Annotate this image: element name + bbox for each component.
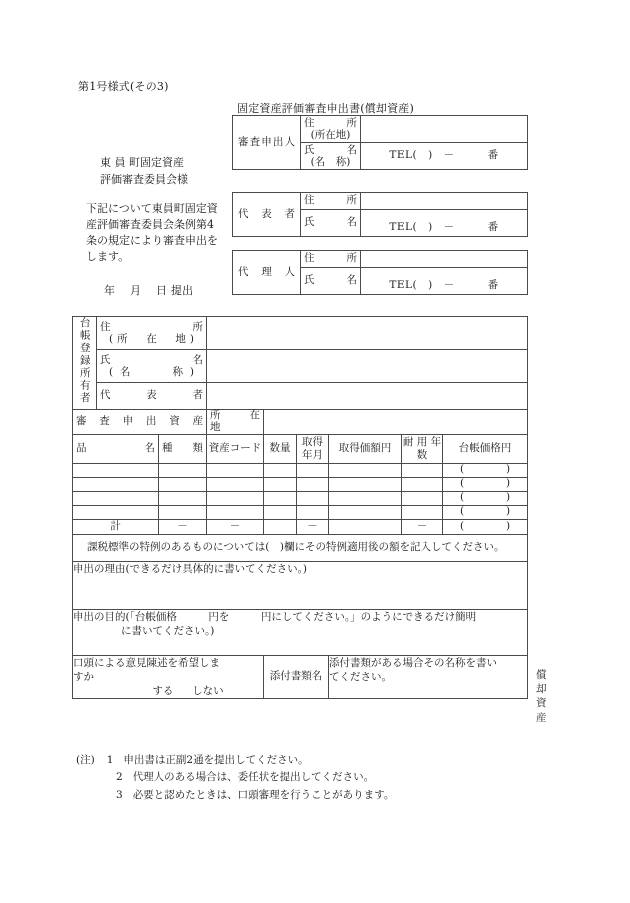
- asset-col-name: [73, 434, 159, 463]
- asset-col-kind: [159, 434, 207, 463]
- representative-address-label-text: 住 所: [304, 194, 357, 207]
- footnote-row-2: [76, 769, 394, 786]
- representative-address-label: [301, 193, 361, 210]
- reason-label: 申出の理由(できるだけ具体的に書いてください。): [73, 562, 307, 575]
- attachment-instruction-line1: 添付書類がある場合その名称を書い: [329, 656, 498, 669]
- footnote-number-1: 1: [106, 754, 114, 766]
- representative-tel-text: TEL( ) － 番: [389, 221, 499, 234]
- reason-section[interactable]: [73, 561, 528, 609]
- oral-statement-row: [73, 655, 528, 699]
- footnote-text-3: 必要と認めたときは、口頭審理を行うことがあります。: [132, 788, 395, 801]
- owner-representative-label: [97, 383, 207, 410]
- owner-name-label-sub: (名 称): [109, 366, 195, 378]
- asset-total-row: [73, 519, 528, 534]
- table-row: [73, 505, 528, 519]
- owner-address-label-main: 住 所: [100, 320, 204, 333]
- table-row: [233, 193, 528, 210]
- attachment-name-label: [264, 655, 329, 699]
- applicant-table: [232, 115, 528, 170]
- applicant-tel-field[interactable]: [361, 143, 528, 170]
- applicant-address-label: [301, 116, 361, 143]
- purpose-label-line2: に書いてください。): [121, 624, 215, 637]
- attachment-instruction-line2: てください。: [329, 670, 393, 683]
- asset-cell-acq-date[interactable]: [297, 477, 329, 491]
- asset-cell-kind[interactable]: [159, 463, 207, 477]
- asset-table-header-row: [73, 434, 528, 463]
- representative-name-label-text: 氏 名: [304, 216, 357, 229]
- footnote-row-3: [76, 787, 394, 804]
- table-row: [73, 350, 528, 383]
- applicant-name-label: [301, 143, 361, 170]
- agent-row-label: [233, 251, 301, 295]
- asset-col-acq-date-line1: 取得: [302, 436, 324, 449]
- agent-name-label: [301, 268, 361, 295]
- footnote-number-2: 2: [116, 771, 123, 784]
- purpose-section[interactable]: [73, 609, 528, 655]
- asset-cell-book-value[interactable]: ( ): [443, 505, 528, 519]
- addressee-line-1: 東 員 町固定資産: [100, 156, 184, 169]
- asset-cell-name[interactable]: [73, 505, 159, 519]
- attachment-instruction[interactable]: [329, 655, 528, 699]
- asset-col-kind-text: 種 類: [162, 441, 204, 454]
- asset-cell-name[interactable]: [73, 477, 159, 491]
- representative-name-label: [301, 210, 361, 237]
- footnote-text-2: 代理人のある場合は、委任状を提出してください。: [132, 771, 375, 784]
- footnote-row-1: [76, 752, 394, 769]
- table-row: [233, 116, 528, 143]
- asset-cell-code[interactable]: [207, 505, 264, 519]
- asset-col-code: [207, 434, 264, 463]
- asset-col-acq-price: [329, 434, 402, 463]
- special-exception-note: [73, 534, 528, 561]
- table-row: [73, 491, 528, 505]
- table-row: [73, 463, 528, 477]
- document-title: 固定資産評価審査申出書(償却資産): [237, 102, 414, 115]
- asset-cell-qty[interactable]: [264, 477, 297, 491]
- owner-address-label: [97, 317, 207, 350]
- asset-cell-acq-date[interactable]: [297, 463, 329, 477]
- asset-cell-book-value[interactable]: ( ): [443, 463, 528, 477]
- agent-tel-field[interactable]: [361, 268, 528, 295]
- asset-location-label-text: 所 在 地: [210, 409, 271, 433]
- asset-cell-name[interactable]: [73, 463, 159, 477]
- addressee-block: [100, 155, 188, 188]
- asset-col-book-value: [443, 434, 528, 463]
- representative-table: [232, 192, 528, 237]
- special-exception-note-text: 課税標準の特例のあるものについては( )欄にその特例適用後の額を記入してください。: [87, 541, 505, 554]
- table-row: [73, 609, 528, 655]
- statement-paragraph: 下記について東員町固定資産評価審査委員会条例第4条の規定により審査申出をします。: [86, 202, 218, 263]
- asset-location-label: [207, 409, 271, 435]
- agent-address-label: [301, 251, 361, 268]
- asset-col-qty-text: 数量: [269, 441, 291, 454]
- applicant-row-label: [233, 116, 301, 170]
- table-row: [73, 477, 528, 491]
- owner-vertical-label: [73, 317, 97, 410]
- main-form-table: [72, 316, 528, 699]
- table-row: [73, 561, 528, 609]
- applicant-name-label-main: 氏 名: [304, 143, 357, 156]
- representative-address-value[interactable]: [361, 193, 528, 210]
- applicant-address-label-sub: (所在地): [310, 129, 351, 141]
- asset-cell-acq-price[interactable]: [329, 463, 402, 477]
- asset-col-name-text: 品 名: [76, 441, 155, 454]
- agent-address-value[interactable]: [361, 251, 528, 268]
- side-label-char-4: 産: [536, 711, 547, 724]
- purpose-label-line1: 申出の目的(「台帳価格 円を 円にしてください。」のようにできるだけ簡明: [73, 610, 477, 623]
- representative-row-label: [233, 193, 301, 237]
- asset-cell-kind[interactable]: [159, 505, 207, 519]
- attachment-name-label-text: 添付書類名: [269, 669, 323, 682]
- asset-cell-qty[interactable]: [264, 505, 297, 519]
- owner-address-value[interactable]: [207, 317, 528, 350]
- asset-cell-acq-date[interactable]: [297, 505, 329, 519]
- asset-cell-acq-price[interactable]: [329, 477, 402, 491]
- representative-tel-field[interactable]: [361, 210, 528, 237]
- oral-statement-question: [73, 655, 264, 699]
- applicant-address-value[interactable]: [361, 116, 528, 143]
- table-row: [73, 383, 528, 410]
- applicant-name-label-sub: (名 称): [310, 156, 351, 168]
- asset-location-value[interactable]: [264, 410, 528, 435]
- oral-question-line1: 口頭による意見陳述を希望しま: [73, 656, 220, 669]
- asset-cell-book-value[interactable]: ( ): [443, 477, 528, 491]
- applicant-row-label-text: 審査申出人: [238, 135, 295, 148]
- asset-total-qty[interactable]: [264, 519, 297, 534]
- asset-total-acq-date: －: [297, 519, 329, 534]
- applicant-address-label-main: 住 所: [304, 116, 357, 129]
- side-label-char-2: 却: [536, 683, 547, 696]
- asset-subject-label: [73, 410, 207, 435]
- asset-col-acq-date: [297, 434, 329, 463]
- asset-col-book-value-text: 台帳価格円: [458, 441, 512, 454]
- oral-options: [73, 684, 263, 698]
- asset-cell-qty[interactable]: [264, 463, 297, 477]
- table-row: [233, 251, 528, 268]
- side-label-char-1: 償: [536, 669, 547, 681]
- asset-cell-kind[interactable]: [159, 491, 207, 505]
- asset-col-acq-price-text: 取得価額円: [338, 441, 392, 454]
- table-row: [73, 317, 528, 350]
- agent-address-label-text: 住 所: [304, 252, 357, 265]
- asset-total-life: －: [402, 519, 443, 534]
- asset-cell-acq-date[interactable]: [297, 491, 329, 505]
- asset-cell-qty[interactable]: [264, 491, 297, 505]
- oral-option-no[interactable]: しない: [192, 684, 224, 697]
- asset-cell-life[interactable]: [402, 477, 443, 491]
- submission-date-line: 年 月 日 提出: [104, 284, 194, 297]
- asset-col-acq-date-line2: 年月: [302, 448, 324, 461]
- applicant-tel-text: TEL( ) － 番: [389, 149, 499, 162]
- asset-cell-acq-price[interactable]: [329, 505, 402, 519]
- oral-question-line2: すか: [73, 670, 94, 683]
- asset-cell-code[interactable]: [207, 463, 264, 477]
- agent-table: [232, 250, 528, 295]
- asset-cell-kind[interactable]: [159, 477, 207, 491]
- owner-representative-label-text: 代 表 者: [100, 389, 204, 402]
- asset-cell-life[interactable]: [402, 505, 443, 519]
- agent-tel-text: TEL( ) － 番: [389, 279, 499, 292]
- asset-col-life: [402, 434, 452, 463]
- footnote-text-1: 申出書は正副2通を提出してください。: [123, 754, 309, 766]
- asset-cell-life[interactable]: [402, 463, 443, 477]
- owner-address-label-sub: (所 在 地): [109, 333, 195, 345]
- owner-name-value[interactable]: [207, 350, 528, 383]
- addressee-line-2: 評価審査委員会様: [100, 172, 188, 186]
- asset-total-kind: －: [159, 519, 207, 534]
- asset-col-life-line2: 年 数: [416, 436, 452, 461]
- representative-row-label-text: 代 表 者: [238, 207, 295, 220]
- asset-total-book-value[interactable]: ( ): [443, 519, 528, 534]
- asset-col-life-line1: 耐 用: [402, 436, 428, 449]
- form-number-label: 第1号様式(その3): [78, 80, 169, 93]
- owner-name-label: [97, 350, 207, 383]
- asset-total-code: －: [207, 519, 264, 534]
- owner-name-label-main: 氏 名: [100, 353, 204, 366]
- asset-cell-code[interactable]: [207, 477, 264, 491]
- asset-cell-name[interactable]: [73, 491, 159, 505]
- asset-col-code-text: 資産コード: [208, 441, 262, 454]
- oral-option-yes[interactable]: する: [152, 684, 174, 697]
- asset-cell-life[interactable]: [402, 491, 443, 505]
- table-row: [73, 410, 528, 435]
- asset-total-label: 計: [73, 519, 159, 534]
- table-row: [73, 534, 528, 561]
- footnotes-block: [76, 752, 394, 804]
- agent-row-label-text: 代 理 人: [238, 265, 295, 278]
- owner-vertical-label-text: 台帳登録所有者: [78, 317, 91, 405]
- footnotes-heading: (注): [76, 754, 95, 766]
- asset-col-qty: [264, 434, 297, 463]
- owner-representative-value[interactable]: [207, 383, 528, 410]
- asset-subject-label-text: 審 査 申 出 資 産: [76, 414, 204, 427]
- agent-name-label-text: 氏 名: [304, 274, 357, 287]
- side-vertical-label: [536, 668, 547, 725]
- side-label-char-3: 資: [536, 697, 547, 710]
- asset-cell-code[interactable]: [207, 491, 264, 505]
- asset-cell-book-value[interactable]: ( ): [443, 491, 528, 505]
- asset-cell-acq-price[interactable]: [329, 491, 402, 505]
- footnote-number-3: 3: [116, 788, 123, 801]
- asset-total-acq-price[interactable]: [329, 519, 402, 534]
